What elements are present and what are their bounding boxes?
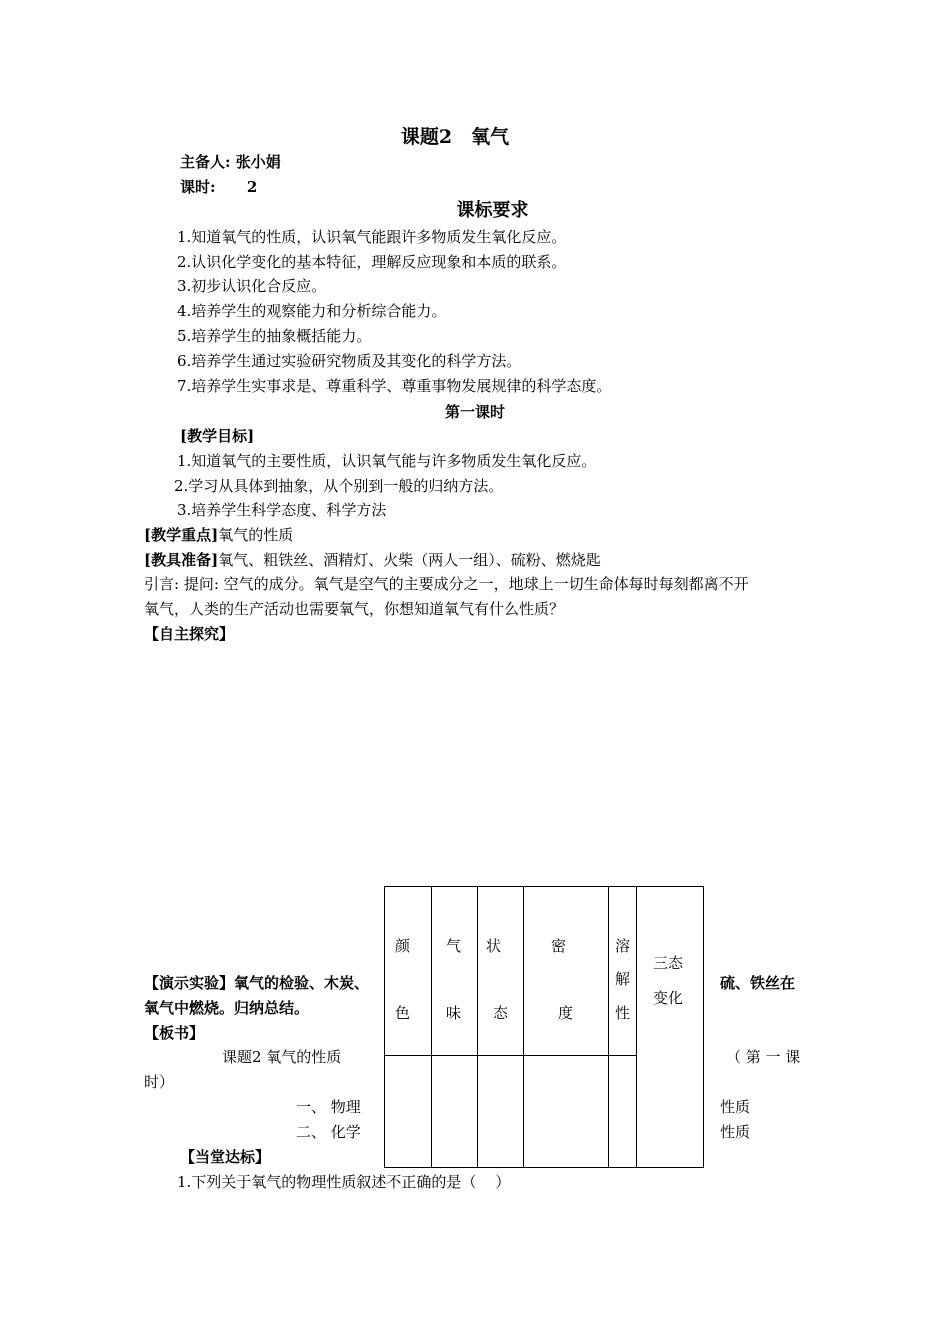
key-point-text: 氧气的性质 <box>218 526 294 544</box>
goal-item: 3.培养学生科学态度、科学方法 <box>177 501 387 519</box>
requirement-item: 1.知道氧气的性质，认识氧气能跟许多物质发生氧化反应。 <box>177 228 567 246</box>
goal-item: 1.知道氧气的主要性质，认识氧气能与许多物质发生氧化反应。 <box>177 452 597 470</box>
board-period-cont: 时） <box>144 1073 175 1091</box>
table-cell <box>432 1056 478 1168</box>
board-item-chemical: 二、 化学 <box>296 1123 361 1141</box>
header-density: 密 度 <box>524 887 609 1056</box>
requirement-item: 7.培养学生实事求是、尊重科学、尊重事物发展规律的科学态度。 <box>177 377 612 395</box>
preparer-line: 主备人: 张小娟 <box>180 153 281 171</box>
requirement-item: 5.培养学生的抽象概括能力。 <box>177 327 372 345</box>
table-cell <box>385 1056 432 1168</box>
tools-label: [教具准备] <box>144 551 219 569</box>
key-point-label: [教学重点] <box>144 526 219 544</box>
tools-line <box>144 550 601 570</box>
requirement-item: 3.初步认识化合反应。 <box>177 277 327 295</box>
table-cell <box>524 1056 609 1168</box>
lesson-heading: 第一课时 <box>444 403 505 421</box>
intro-line: 氧气，人类的生产活动也需要氧气，你想知道氧气有什么性质？ <box>144 600 565 618</box>
demo-line-right: 硫、铁丝在 <box>720 974 796 992</box>
goals-label: [教学目标] <box>180 427 255 445</box>
explore-label: 【自主探究】 <box>144 625 235 643</box>
board-label: 【板书】 <box>144 1024 205 1042</box>
property-table <box>384 886 704 1168</box>
page-title: 课题2 氧气 <box>400 126 510 148</box>
header-solubility: 溶 解 性 <box>609 887 637 1056</box>
standards-heading: 课标要求 <box>456 200 529 221</box>
header-phase-change: 三态 变化 <box>637 887 704 1168</box>
header-state: 状 态 <box>478 887 524 1056</box>
practice-question: 1.下列关于氧气的物理性质叙述不正确的是（ ） <box>177 1173 511 1191</box>
goal-item: 2.学习从具体到抽象，从个别到一般的归纳方法。 <box>174 477 504 495</box>
practice-label: 【当堂达标】 <box>180 1148 271 1166</box>
demo-line: 氧气中燃烧。归纳总结。 <box>144 999 310 1017</box>
board-period: （ 第 一 课 <box>726 1048 801 1066</box>
header-color: 颜 色 <box>385 887 432 1056</box>
demo-line: 【演示实验】氧气的检验、木炭、 <box>144 974 370 992</box>
tools-text: 氧气、粗铁丝、酒精灯、火柴（两人一组）、硫粉、燃烧匙 <box>218 551 601 569</box>
board-item-physical: 一、 物理 <box>296 1098 361 1116</box>
key-point-line <box>144 525 293 545</box>
periods-line: 课时: 2 <box>180 178 258 196</box>
board-item-chemical-tail: 性质 <box>720 1123 751 1141</box>
requirement-item: 2.认识化学变化的基本特征，理解反应现象和本质的联系。 <box>177 253 567 271</box>
board-item-physical-tail: 性质 <box>720 1098 751 1116</box>
board-topic: 课题2 氧气的性质 <box>222 1048 342 1066</box>
header-odor: 气 味 <box>432 887 478 1056</box>
table-cell <box>478 1056 524 1168</box>
requirement-item: 6.培养学生通过实验研究物质及其变化的科学方法。 <box>177 352 522 370</box>
requirement-item: 4.培养学生的观察能力和分析综合能力。 <box>177 302 447 320</box>
table-cell <box>609 1056 637 1168</box>
intro-line: 引言: 提问: 空气的成分。氧气是空气的主要成分之一，地球上一切生命体每时每刻都离不开 <box>144 575 749 593</box>
